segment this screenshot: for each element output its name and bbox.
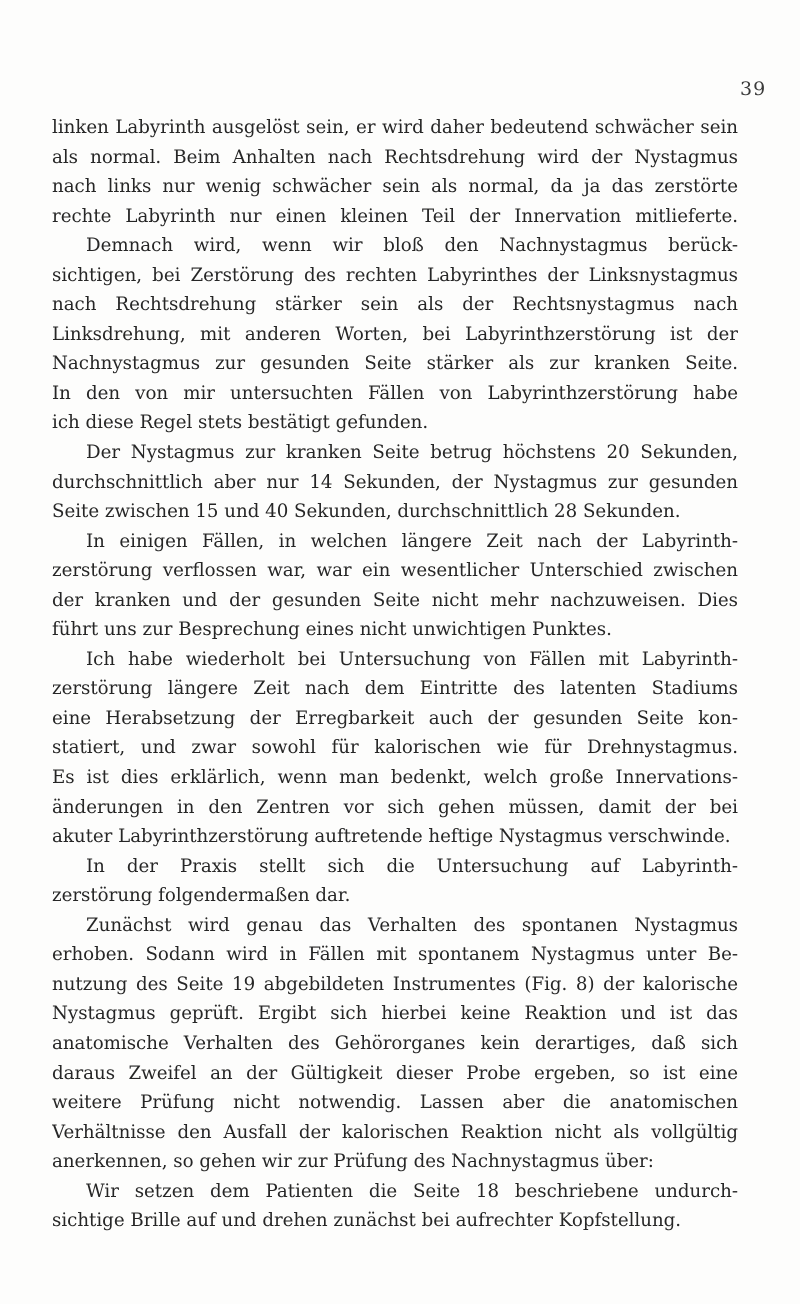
text-line: sichtigen, bei Zerstörung des rechten Labyrinthes der Linksnystagmus xyxy=(52,264,738,286)
text-line: zerstörung längere Zeit nach dem Eintritte des latenten Stadiums xyxy=(52,678,738,700)
text-line: erhoben. Sodann wird in Fällen mit spontanem Nystagmus unter Be- xyxy=(52,944,738,966)
text-line: In der Praxis stellt sich die Untersuchung auf Labyrinth- xyxy=(86,855,738,877)
text-line: statiert, und zwar sowohl für kalorischen wie für Drehnystagmus. xyxy=(52,737,738,759)
text-line: daraus Zweifel an der Gültigkeit dieser Probe ergeben, so ist eine xyxy=(52,1062,738,1084)
text-line: Verhältnisse den Ausfall der kalorischen Reaktion nicht als vollgültig xyxy=(52,1121,738,1143)
text-line: linken Labyrinth ausgelöst sein, er wird daher bedeutend schwächer sein xyxy=(52,117,738,138)
text-line: nutzung des Seite 19 abgebildeten Instrumentes (Fig. 8) der kalorische xyxy=(52,973,738,995)
body-text xyxy=(52,113,738,1236)
text-line: nach Rechtsdrehung stärker sein als der Rechtsnystagmus nach xyxy=(52,294,738,316)
text-line: anatomische Verhalten des Gehörorganes kein derartiges, daß sich xyxy=(52,1032,738,1054)
text-line: durchschnittlich aber nur 14 Sekunden, der Nystagmus zur gesunden xyxy=(52,471,738,493)
text-line: Wir setzen dem Patienten die Seite 18 beschriebene undurch- xyxy=(86,1180,738,1202)
text-line: Der Nystagmus zur kranken Seite betrug höchstens 20 Sekunden, xyxy=(86,442,738,464)
text-line: zerstörung verflossen war, war ein wesentlicher Unterschied zwischen xyxy=(52,560,738,582)
text-line: Nystagmus geprüft. Ergibt sich hierbei keine Reaktion und ist das xyxy=(52,1003,738,1025)
text-line: akuter Labyrinthzerstörung auftretende heftige Nystagmus verschwinde. xyxy=(52,826,731,848)
text-line: eine Herabsetzung der Erregbarkeit auch der gesunden Seite kon- xyxy=(52,707,738,729)
text-line: zerstörung folgendermaßen dar. xyxy=(52,885,351,907)
text-line: weitere Prüfung nicht notwendig. Lassen aber die anatomischen xyxy=(52,1092,738,1114)
text-line: Seite zwischen 15 und 40 Sekunden, durchschnittlich 28 Sekunden. xyxy=(52,501,681,523)
text-line: Zunächst wird genau das Verhalten des spontanen Nystagmus xyxy=(86,914,738,936)
text-line: ich diese Regel stets bestätigt gefunden. xyxy=(52,412,429,434)
text-line: der kranken und der gesunden Seite nicht mehr nachzuweisen. Dies xyxy=(52,589,738,611)
text-line: als normal. Beim Anhalten nach Rechtsdrehung wird der Nystagmus xyxy=(52,146,738,168)
text-line: sichtige Brille auf und drehen zunächst bei aufrechter Kopfstellung. xyxy=(52,1210,682,1232)
text-line: führt uns zur Besprechung eines nicht unwichtigen Punktes. xyxy=(52,619,612,641)
text-line: In den von mir untersuchten Fällen von Labyrinthzerstörung habe xyxy=(52,382,738,404)
text-line: rechte Labyrinth nur einen kleinen Teil der Innervation mitlieferte. xyxy=(52,205,738,227)
text-line: änderungen in den Zentren vor sich gehen müssen, damit der bei xyxy=(52,796,738,818)
page-number: 39 xyxy=(740,78,767,100)
text-line: In einigen Fällen, in welchen längere Zeit nach der Labyrinth- xyxy=(86,530,738,552)
text-line: Es ist dies erklärlich, wenn man bedenkt, welch große Innervations- xyxy=(52,767,738,789)
text-line: Nachnystagmus zur gesunden Seite stärker als zur kranken Seite. xyxy=(52,353,738,375)
text-line: nach links nur wenig schwächer sein als normal, da ja das zerstörte xyxy=(52,176,738,198)
text-line: Demnach wird, wenn wir bloß den Nachnystagmus berück- xyxy=(86,235,738,257)
text-line: Linksdrehung, mit anderen Worten, bei Labyrinthzerstörung ist der xyxy=(52,323,738,345)
text-line: anerkennen, so gehen wir zur Prüfung des Nachnystagmus über: xyxy=(52,1151,654,1173)
text-line: Ich habe wiederholt bei Untersuchung von Fällen mit Labyrinth- xyxy=(86,648,738,670)
